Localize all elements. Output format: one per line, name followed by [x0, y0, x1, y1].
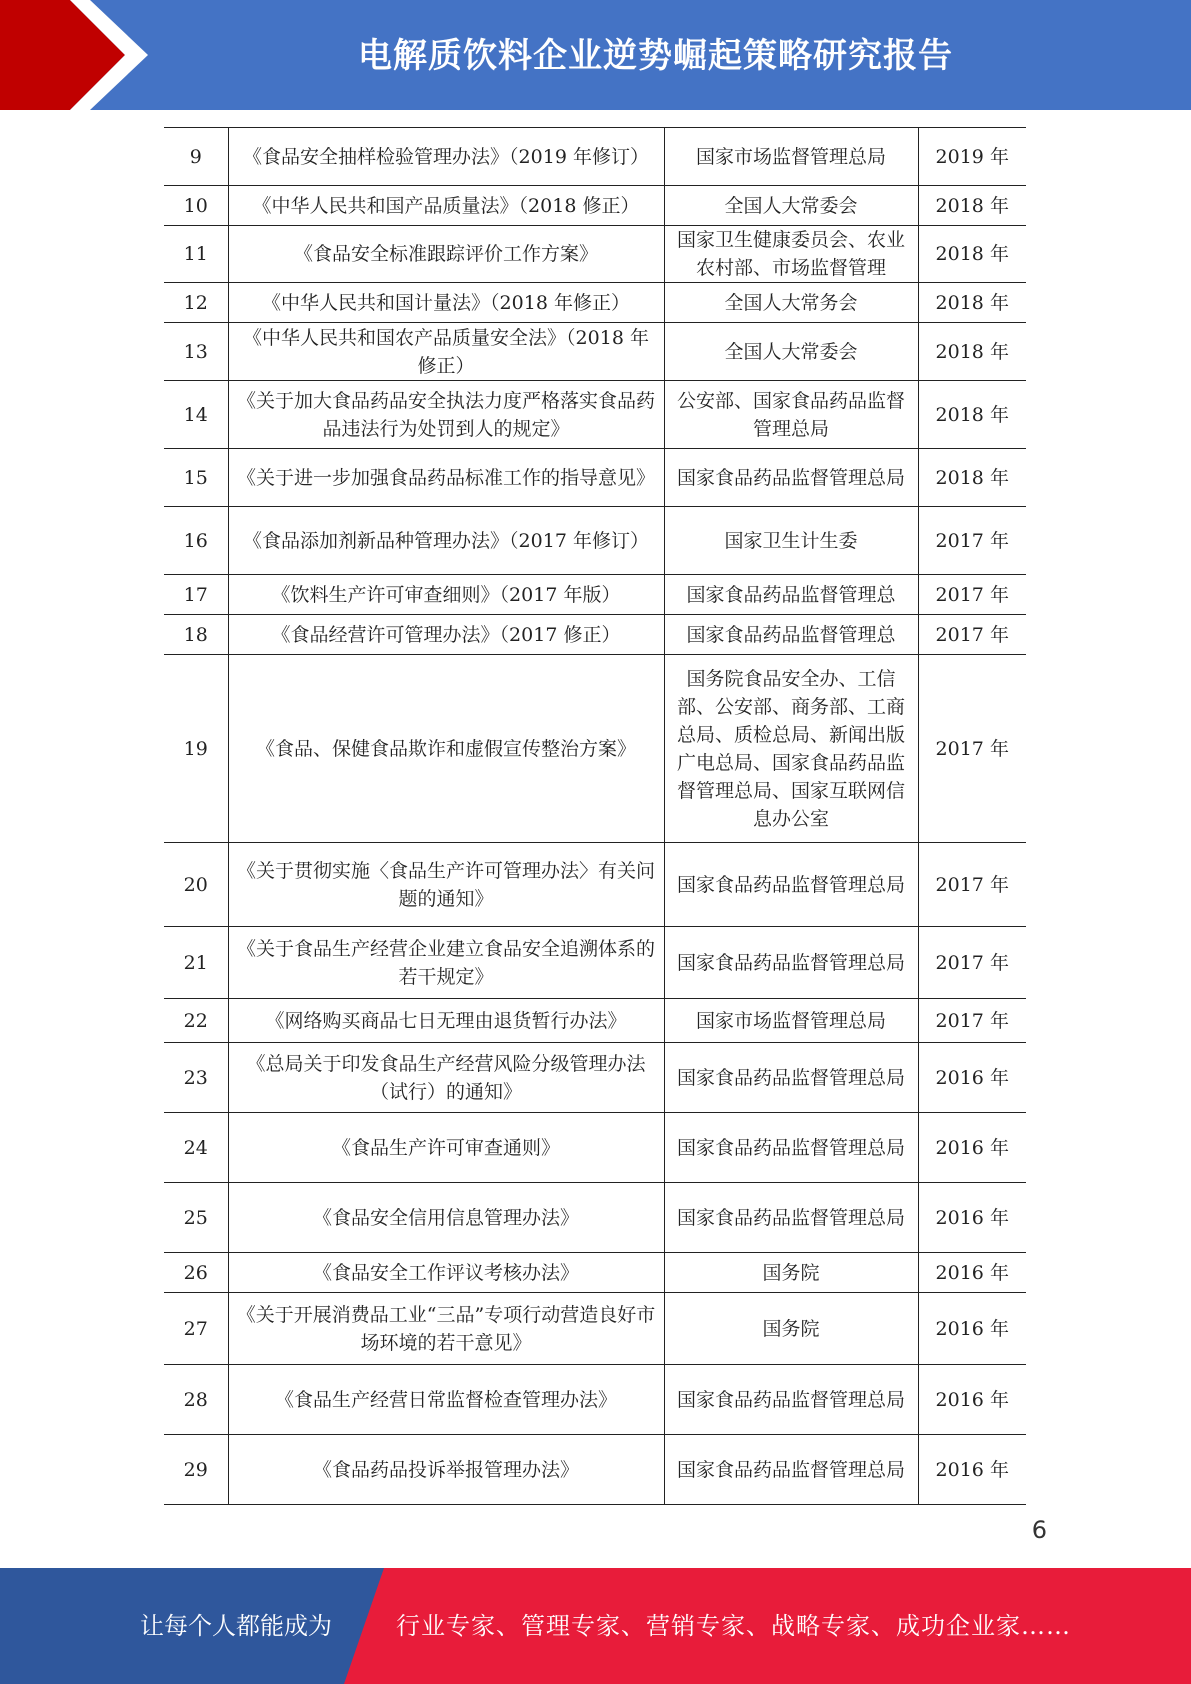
regulation-name-cell: 《食品药品投诉举报管理办法》 [228, 1435, 664, 1505]
table-row [164, 323, 1026, 381]
year-cell: 2017 年 [918, 615, 1026, 655]
regulations-table-container [164, 127, 1026, 1505]
row-number-cell: 19 [164, 655, 228, 843]
row-number-cell: 27 [164, 1293, 228, 1365]
year-cell: 2016 年 [918, 1253, 1026, 1293]
table-row [164, 615, 1026, 655]
year-cell: 2017 年 [918, 655, 1026, 843]
year-cell: 2017 年 [918, 927, 1026, 999]
table-row [164, 575, 1026, 615]
year-cell: 2017 年 [918, 843, 1026, 927]
row-number-cell: 21 [164, 927, 228, 999]
table-row [164, 507, 1026, 575]
regulation-name-cell: 《中华人民共和国农产品质量安全法》（2018 年修正） [228, 323, 664, 381]
regulation-name-cell: 《中华人民共和国计量法》（2018 年修正） [228, 283, 664, 323]
regulation-name-cell: 《食品经营许可管理办法》（2017 修正） [228, 615, 664, 655]
year-cell: 2016 年 [918, 1435, 1026, 1505]
row-number-cell: 12 [164, 283, 228, 323]
table-row [164, 1183, 1026, 1253]
regulation-name-cell: 《食品、保健食品欺诈和虚假宣传整治方案》 [228, 655, 664, 843]
regulation-name-cell: 《食品安全抽样检验管理办法》（2019 年修订） [228, 128, 664, 186]
row-number-cell: 18 [164, 615, 228, 655]
issuing-authority-cell: 国务院食品安全办、工信部、公安部、商务部、工商总局、质检总局、新闻出版广电总局、国家食品药品监督管理总局、国家互联网信息办公室 [664, 655, 918, 843]
issuing-authority-cell: 国家食品药品监督管理总局 [664, 1113, 918, 1183]
page-footer [0, 1568, 1191, 1684]
regulation-name-cell: 《食品安全工作评议考核办法》 [228, 1253, 664, 1293]
issuing-authority-cell: 公安部、国家食品药品监督管理总局 [664, 381, 918, 449]
issuing-authority-cell: 国家食品药品监督管理总局 [664, 1435, 918, 1505]
regulation-name-cell: 《食品添加剂新品种管理办法》（2017 年修订） [228, 507, 664, 575]
issuing-authority-cell: 国家食品药品监督管理总局 [664, 927, 918, 999]
row-number-cell: 23 [164, 1043, 228, 1113]
footer-slogan-left: 让每个人都能成为 [140, 1612, 332, 1640]
footer-slogan-right: 行业专家、管理专家、营销专家、战略专家、成功企业家…… [396, 1612, 1071, 1640]
issuing-authority-cell: 国家卫生计生委 [664, 507, 918, 575]
regulation-name-cell: 《总局关于印发食品生产经营风险分级管理办法（试行）的通知》 [228, 1043, 664, 1113]
year-cell: 2018 年 [918, 283, 1026, 323]
table-row [164, 927, 1026, 999]
row-number-cell: 11 [164, 226, 228, 283]
table-row [164, 1435, 1026, 1505]
issuing-authority-cell: 国务院 [664, 1293, 918, 1365]
issuing-authority-cell: 国家食品药品监督管理总局 [664, 1043, 918, 1113]
year-cell: 2017 年 [918, 999, 1026, 1043]
regulation-name-cell: 《中华人民共和国产品质量法》（2018 修正） [228, 186, 664, 226]
page-number: 6 [1031, 1516, 1047, 1544]
year-cell: 2016 年 [918, 1293, 1026, 1365]
table-row [164, 1365, 1026, 1435]
table-row [164, 128, 1026, 186]
report-title: 电解质饮料企业逆势崛起策略研究报告 [358, 36, 953, 76]
year-cell: 2018 年 [918, 226, 1026, 283]
regulation-name-cell: 《食品生产经营日常监督检查管理办法》 [228, 1365, 664, 1435]
table-row [164, 1113, 1026, 1183]
regulation-name-cell: 《食品安全标准跟踪评价工作方案》 [228, 226, 664, 283]
issuing-authority-cell: 全国人大常委会 [664, 186, 918, 226]
issuing-authority-cell: 国家市场监督管理总局 [664, 999, 918, 1043]
issuing-authority-cell: 国家食品药品监督管理总局 [664, 449, 918, 507]
regulation-name-cell: 《网络购买商品七日无理由退货暂行办法》 [228, 999, 664, 1043]
row-number-cell: 16 [164, 507, 228, 575]
issuing-authority-cell: 国家食品药品监督管理总 [664, 575, 918, 615]
year-cell: 2016 年 [918, 1113, 1026, 1183]
year-cell: 2018 年 [918, 186, 1026, 226]
regulation-name-cell: 《食品安全信用信息管理办法》 [228, 1183, 664, 1253]
row-number-cell: 26 [164, 1253, 228, 1293]
year-cell: 2019 年 [918, 128, 1026, 186]
year-cell: 2017 年 [918, 575, 1026, 615]
row-number-cell: 9 [164, 128, 228, 186]
year-cell: 2017 年 [918, 507, 1026, 575]
table-row [164, 283, 1026, 323]
issuing-authority-cell: 国务院 [664, 1253, 918, 1293]
row-number-cell: 13 [164, 323, 228, 381]
year-cell: 2016 年 [918, 1183, 1026, 1253]
issuing-authority-cell: 国家食品药品监督管理总 [664, 615, 918, 655]
row-number-cell: 24 [164, 1113, 228, 1183]
row-number-cell: 15 [164, 449, 228, 507]
issuing-authority-cell: 国家市场监督管理总局 [664, 128, 918, 186]
regulation-name-cell: 《食品生产许可审查通则》 [228, 1113, 664, 1183]
row-number-cell: 20 [164, 843, 228, 927]
regulations-table [164, 127, 1026, 1505]
regulation-name-cell: 《关于进一步加强食品药品标准工作的指导意见》 [228, 449, 664, 507]
year-cell: 2016 年 [918, 1043, 1026, 1113]
regulation-name-cell: 《关于加大食品药品安全执法力度严格落实食品药品违法行为处罚到人的规定》 [228, 381, 664, 449]
regulation-name-cell: 《关于贯彻实施〈食品生产许可管理办法〉有关问题的通知》 [228, 843, 664, 927]
issuing-authority-cell: 全国人大常委会 [664, 323, 918, 381]
table-row [164, 1293, 1026, 1365]
table-row [164, 843, 1026, 927]
table-row [164, 999, 1026, 1043]
row-number-cell: 28 [164, 1365, 228, 1435]
page-header [0, 0, 1191, 110]
issuing-authority-cell: 国家卫生健康委员会、农业农村部、市场监督管理 [664, 226, 918, 283]
header-chevron-icon [0, 0, 150, 110]
row-number-cell: 25 [164, 1183, 228, 1253]
table-row [164, 186, 1026, 226]
row-number-cell: 10 [164, 186, 228, 226]
issuing-authority-cell: 全国人大常务会 [664, 283, 918, 323]
issuing-authority-cell: 国家食品药品监督管理总局 [664, 1183, 918, 1253]
row-number-cell: 22 [164, 999, 228, 1043]
row-number-cell: 14 [164, 381, 228, 449]
regulation-name-cell: 《关于食品生产经营企业建立食品安全追溯体系的若干规定》 [228, 927, 664, 999]
table-row [164, 1253, 1026, 1293]
year-cell: 2018 年 [918, 381, 1026, 449]
table-row [164, 226, 1026, 283]
row-number-cell: 17 [164, 575, 228, 615]
year-cell: 2018 年 [918, 449, 1026, 507]
regulation-name-cell: 《关于开展消费品工业“三品”专项行动营造良好市场环境的若干意见》 [228, 1293, 664, 1365]
regulation-name-cell: 《饮料生产许可审查细则》（2017 年版） [228, 575, 664, 615]
issuing-authority-cell: 国家食品药品监督管理总局 [664, 1365, 918, 1435]
issuing-authority-cell: 国家食品药品监督管理总局 [664, 843, 918, 927]
table-row [164, 1043, 1026, 1113]
year-cell: 2018 年 [918, 323, 1026, 381]
table-row [164, 655, 1026, 843]
table-row [164, 449, 1026, 507]
table-row [164, 381, 1026, 449]
year-cell: 2016 年 [918, 1365, 1026, 1435]
row-number-cell: 29 [164, 1435, 228, 1505]
